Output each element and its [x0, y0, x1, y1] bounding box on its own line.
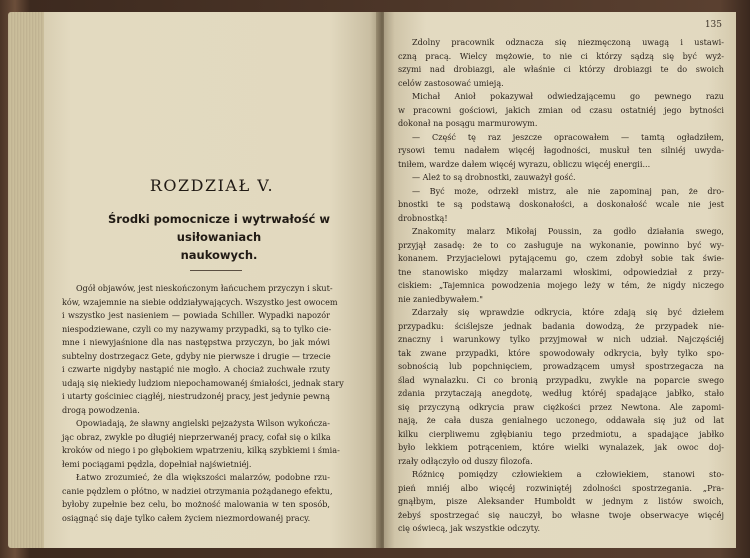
text-line: bnostki te są podstawą doskonałości, a doskonałość wcale nie jest [398, 199, 724, 209]
text-line: ciskiem: „Tajemnica powodzenia mojego leży w tém, że nigdy niczego [398, 280, 724, 290]
text-line: kroków od niego i po głębokiem wpatrzeniu, kilką szybkiemi i śmia- [62, 445, 340, 455]
text-line: rysowi temu nadałem więcéj łagodności, muskuł ten silniéj uwyda- [398, 145, 724, 155]
right-page-body [398, 36, 724, 536]
text-line: zdania przytaczają anegdotę, według któréj spadające jabłko, stało [398, 388, 724, 398]
text-line: się przyczyną odkrycia praw ciężkości przez Newtona. Ale zapomi- [398, 401, 724, 412]
divider-rule [190, 270, 242, 271]
text-line: — Ależ to są drobnostki, zauważył gość. [412, 172, 576, 182]
text-line: niespodziewane, czyli co my nazywamy przypadki, są to tylko cie- [62, 323, 332, 334]
text-line: canie pędzlem o płótno, w nadziei otrzymania pożądanego efektu, [62, 485, 333, 496]
text-line: Zdolny pracownik odznacza się niezmęczoną uwagą i ustawi- [412, 37, 724, 47]
text-line: Ogół objawów, jest nieskończonym łańcuchem przyczyn i skut- [76, 283, 333, 293]
text-line: tak zwane przypadki, które spowodowały odkrycia, były tylko spo- [398, 347, 724, 358]
text-line: subtelny dostrzegacz Gete, gdyby nie pierwsze i drugie — trzecie [62, 350, 331, 361]
text-line: ków, wzajemnie na siebie oddziaływających. Wszystko jest owocem [62, 296, 338, 307]
text-line: ślad wynalazku. Ci co bronią przypadku, zwykle na poparcie swego [398, 374, 724, 385]
text-line: kilku cierpliwemu zgłębianiu tego przedmiotu, a spadające jabłko [398, 428, 724, 439]
text-line: drobnostką! [398, 212, 448, 223]
chapter-subtitle-line-1: Środki pomocnicze i wytrwałość w usiłowaniach [107, 212, 331, 244]
text-line: było lekkiem potrąceniem, które wielki wynalazek, jak owoc doj- [398, 442, 724, 452]
text-line: Łatwo zrozumieć, że dla większości malarzów, podobne rzu- [76, 472, 330, 482]
page-number: 135 [704, 20, 722, 30]
chapter-title: ROZDZIAŁ V. [149, 176, 275, 195]
text-line: dokonał na posągu marmurowym. [398, 118, 538, 128]
text-line: Opowiadają, że sławny angielski pejzażysta Wilson wykończa- [76, 418, 330, 428]
text-line: i utarty gościniec ciągłéj, niestrudzonéj pracy, jest jedynie pewną [62, 391, 330, 401]
text-line: celów zastosować umieją. [398, 77, 504, 88]
text-line: nie zaniedbywałem." [398, 293, 483, 304]
text-line: mne i niewyjaśnione dla nas następstwa przyczyn, bo jak mówi [62, 337, 330, 347]
text-line: pień mniéj albo więcéj rozwiniętéj zdolności spostrzegania. „Pra- [398, 482, 724, 493]
text-line: udają się niekiedy ludziom niepochamowanéj śmiałości, jednak stary [62, 377, 344, 388]
text-line: tniłem, wardze dałem więcéj wyrazu, obliczu więcéj energii... [398, 158, 651, 169]
text-line: Zdarzały się wprawdzie odkrycia, które zdają się być dziełem [412, 307, 724, 317]
text-line: szymi nad drobiazgi, ale właśnie ci którzy drobiazgi te do swoich [398, 64, 724, 74]
text-line: Znakomity malarz Mikołaj Poussin, za godło działania swego, [412, 226, 724, 236]
left-page-body [62, 282, 344, 525]
text-line: cię oświecą, jak wszystkie odczyty. [398, 523, 541, 533]
text-line: Michał Anioł pokazywał odwiedzającemu go pewnego razu [412, 91, 724, 101]
text-line: jąc obraz, zwykle po długiéj nieprzerwanéj pracy, cofał się o kilka [62, 431, 331, 442]
text-line: Różnicę pomiędzy człowiekiem a człowiekiem, stanowi sto- [412, 469, 724, 479]
text-line: i czwarte nigdyby nastąpić nie mogło. A chociaż zuchwałe rzuty [62, 364, 330, 374]
chapter-subtitle-line-2: naukowych. [180, 248, 258, 262]
text-line: drogą powodzenia. [62, 404, 140, 415]
text-line: byłoby zupełnie bez celu, bo możność malowania w ten sposób, [62, 499, 330, 509]
text-line: i wszystko jest nasieniem — powiada Schiller. Wypadki napozór [62, 310, 330, 320]
text-line: nają, że cała dusza genialnego uczonego, oddawała się już od lat [398, 415, 724, 425]
text-line: sobnością lub popchnięciem, prowadzącem umysł spostrzegacza na [398, 361, 724, 371]
text-line: gnąłbym, pisze Aleksander Humboldt w jednym z listów swoich, [398, 496, 724, 506]
text-line: przyjął zasadę: że to co zasługuje na wykonanie, powinno być wy- [398, 239, 724, 250]
text-line: — Część tę raz jeszcze opracowałem — tamtą ogładziłem, [412, 131, 724, 142]
text-line: osiągnąć się daje tylko całem życiem niezmordowanéj pracy. [62, 512, 311, 523]
text-line: znaczny i warunkowy tylko przyjmował w nich udział. Najczęściéj [398, 334, 724, 344]
text-line: w pracowni gościowi, jakich zmian od czasu ostatniéj jego bytności [398, 104, 724, 115]
text-line: przypadku: ściślejsze jednak badania dowodzą, że przypadek nie- [398, 320, 724, 331]
text-line: — Być może, odrzekł mistrz, ale nie zapominaj pan, że dro- [412, 185, 724, 196]
text-line: czną pracą. Wielcy mężowie, to nie ci którzy sądzą się być wyż- [398, 50, 724, 61]
chapter-subtitle [84, 210, 354, 264]
text-line: konanem. Przyjacielowi pytającemu go, czem zdobył sobie tak świe- [398, 253, 724, 263]
text-line: rzały odłączyło od duszy filozofa. [398, 455, 533, 466]
page-edges [8, 12, 48, 548]
text-line: tne stanowisko między malarzami włoskimi, odpowiedział z przy- [398, 266, 724, 277]
text-line: łemi pociągami pędzla, dopełniał najświetniéj. [62, 458, 252, 469]
text-line: żebyś spostrzegać się nauczył, bo własne twoje obserwacye więcéj [398, 509, 724, 520]
